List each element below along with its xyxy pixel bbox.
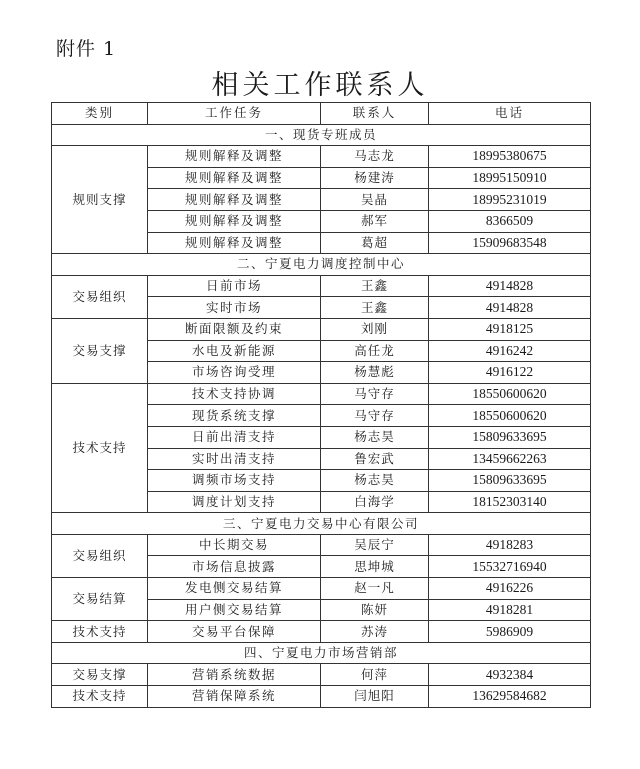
task-cell: 技术支持协调 bbox=[148, 383, 321, 405]
page-title: 相关工作联系人 bbox=[211, 70, 429, 101]
phone-cell: 18995380675 bbox=[429, 146, 591, 168]
category-cell: 规则支撑 bbox=[52, 146, 148, 254]
contact-cell: 赵一凡 bbox=[321, 578, 429, 600]
task-cell: 中长期交易 bbox=[148, 534, 321, 556]
category-cell: 交易组织 bbox=[52, 275, 148, 318]
phone-cell: 15909683548 bbox=[429, 232, 591, 254]
table-row bbox=[52, 383, 591, 405]
phone-cell: 13629584682 bbox=[429, 686, 591, 708]
contact-cell: 郝军 bbox=[321, 210, 429, 232]
table-row bbox=[52, 578, 591, 600]
table-row bbox=[52, 275, 591, 297]
task-cell: 调度计划支持 bbox=[148, 491, 321, 513]
contact-cell: 杨慧彪 bbox=[321, 362, 429, 384]
contact-cell: 陈妍 bbox=[321, 599, 429, 621]
phone-cell: 4916226 bbox=[429, 578, 591, 600]
task-cell: 营销系统数据 bbox=[148, 664, 321, 686]
category-cell: 技术支持 bbox=[52, 621, 148, 643]
category-cell: 交易支撑 bbox=[52, 318, 148, 383]
table-row bbox=[52, 146, 591, 168]
category-cell: 技术支持 bbox=[52, 383, 148, 513]
category-cell: 交易支撑 bbox=[52, 664, 148, 686]
contact-cell: 马守存 bbox=[321, 383, 429, 405]
phone-cell: 4932384 bbox=[429, 664, 591, 686]
table-row bbox=[52, 534, 591, 556]
section-heading: 一、现货专班成员 bbox=[52, 124, 591, 146]
contact-cell: 葛超 bbox=[321, 232, 429, 254]
contact-cell: 鲁宏武 bbox=[321, 448, 429, 470]
category-cell: 技术支持 bbox=[52, 686, 148, 708]
phone-cell: 13459662263 bbox=[429, 448, 591, 470]
header-phone: 电话 bbox=[429, 103, 591, 125]
section-heading: 二、宁夏电力调度控制中心 bbox=[52, 254, 591, 276]
header-task: 工作任务 bbox=[148, 103, 321, 125]
task-cell: 规则解释及调整 bbox=[148, 189, 321, 211]
phone-cell: 18550600620 bbox=[429, 405, 591, 427]
task-cell: 调频市场支持 bbox=[148, 470, 321, 492]
task-cell: 规则解释及调整 bbox=[148, 146, 321, 168]
phone-cell: 15809633695 bbox=[429, 426, 591, 448]
contact-cell: 苏涛 bbox=[321, 621, 429, 643]
task-cell: 断面限额及约束 bbox=[148, 318, 321, 340]
table-body bbox=[52, 124, 591, 707]
task-cell: 市场信息披露 bbox=[148, 556, 321, 578]
attachment-label: 附件 1 bbox=[56, 38, 117, 60]
task-cell: 营销保障系统 bbox=[148, 686, 321, 708]
task-cell: 发电侧交易结算 bbox=[148, 578, 321, 600]
task-cell: 用户侧交易结算 bbox=[148, 599, 321, 621]
section-row bbox=[52, 124, 591, 146]
phone-cell: 15809633695 bbox=[429, 470, 591, 492]
task-cell: 水电及新能源 bbox=[148, 340, 321, 362]
phone-cell: 4918125 bbox=[429, 318, 591, 340]
contact-cell: 杨志昊 bbox=[321, 426, 429, 448]
task-cell: 交易平台保障 bbox=[148, 621, 321, 643]
phone-cell: 5986909 bbox=[429, 621, 591, 643]
contact-cell: 吴晶 bbox=[321, 189, 429, 211]
contact-cell: 思坤城 bbox=[321, 556, 429, 578]
task-cell: 规则解释及调整 bbox=[148, 167, 321, 189]
section-heading: 四、宁夏电力市场营销部 bbox=[52, 642, 591, 664]
contact-cell: 何萍 bbox=[321, 664, 429, 686]
task-cell: 实时市场 bbox=[148, 297, 321, 319]
phone-cell: 4918281 bbox=[429, 599, 591, 621]
contact-cell: 闫旭阳 bbox=[321, 686, 429, 708]
task-cell: 现货系统支撑 bbox=[148, 405, 321, 427]
task-cell: 市场咨询受理 bbox=[148, 362, 321, 384]
table-row bbox=[52, 318, 591, 340]
contact-cell: 白海学 bbox=[321, 491, 429, 513]
contact-cell: 杨建涛 bbox=[321, 167, 429, 189]
task-cell: 日前市场 bbox=[148, 275, 321, 297]
contact-cell: 王鑫 bbox=[321, 297, 429, 319]
contact-cell: 刘刚 bbox=[321, 318, 429, 340]
contact-cell: 杨志昊 bbox=[321, 470, 429, 492]
phone-cell: 18995150910 bbox=[429, 167, 591, 189]
phone-cell: 18152303140 bbox=[429, 491, 591, 513]
phone-cell: 18995231019 bbox=[429, 189, 591, 211]
section-row bbox=[52, 254, 591, 276]
task-cell: 日前出清支持 bbox=[148, 426, 321, 448]
table-row bbox=[52, 664, 591, 686]
category-cell: 交易组织 bbox=[52, 534, 148, 577]
category-cell: 交易结算 bbox=[52, 578, 148, 621]
task-cell: 规则解释及调整 bbox=[148, 210, 321, 232]
header-category: 类别 bbox=[52, 103, 148, 125]
table-row bbox=[52, 621, 591, 643]
header-row bbox=[52, 103, 591, 125]
header-contact: 联系人 bbox=[321, 103, 429, 125]
task-cell: 规则解释及调整 bbox=[148, 232, 321, 254]
section-row bbox=[52, 513, 591, 535]
phone-cell: 4918283 bbox=[429, 534, 591, 556]
contacts-table bbox=[51, 102, 591, 708]
phone-cell: 4916242 bbox=[429, 340, 591, 362]
task-cell: 实时出清支持 bbox=[148, 448, 321, 470]
table-row bbox=[52, 686, 591, 708]
section-row bbox=[52, 642, 591, 664]
section-heading: 三、宁夏电力交易中心有限公司 bbox=[52, 513, 591, 535]
phone-cell: 8366509 bbox=[429, 210, 591, 232]
phone-cell: 4914828 bbox=[429, 297, 591, 319]
phone-cell: 4914828 bbox=[429, 275, 591, 297]
contact-cell: 马守存 bbox=[321, 405, 429, 427]
contact-cell: 王鑫 bbox=[321, 275, 429, 297]
phone-cell: 18550600620 bbox=[429, 383, 591, 405]
phone-cell: 4916122 bbox=[429, 362, 591, 384]
contact-cell: 高任龙 bbox=[321, 340, 429, 362]
contact-cell: 吴辰宁 bbox=[321, 534, 429, 556]
contact-cell: 马志龙 bbox=[321, 146, 429, 168]
phone-cell: 15532716940 bbox=[429, 556, 591, 578]
